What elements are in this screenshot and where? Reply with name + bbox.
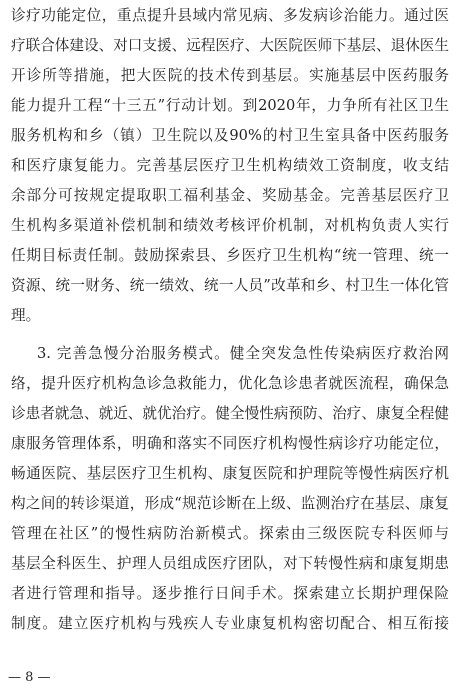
text-line: 开诊所等措施，把大医院的技术传到基层。实施基层中医药服务 — [11, 67, 449, 84]
text-line: 康服务管理体系，明确和落实不同医疗机构慢性病诊疗功能定位， — [11, 435, 449, 452]
text-line: 诊患者就急、就近、就优治疗。健全慢性病预防、治疗、康复全程健 — [11, 405, 449, 422]
text-line: 疗联合体建设、对口支援、远程医疗、大医院医师下基层、退休医生 — [11, 37, 449, 54]
text-line: 资源、统一财务、统一绩效、统一人员”改革和乡、村卫生一体化管 — [11, 277, 449, 294]
text-line: 生机构多渠道补偿机制和绩效考核评价机制，对机构负责人实行 — [11, 217, 449, 234]
text-line: 和医疗康复能力。完善基层医疗卫生机构绩效工资制度，收支结 — [11, 157, 449, 174]
paragraph-first-line: 3. 完善急慢分治服务模式。健全突发急性传染病医疗救治网 — [37, 345, 449, 362]
text-line: 制度。建立医疗机构与残疾人专业康复机构密切配合、相互衔接 — [11, 615, 449, 632]
text-line: 能力提升工程“十三五”行动计划。到2020年，力争所有社区卫生 — [11, 97, 449, 114]
text-line: 诊疗功能定位，重点提升县域内常见病、多发病诊治能力。通过医 — [11, 7, 449, 24]
text-line: 络，提升医疗机构急诊急救能力，优化急诊患者就医流程，确保急 — [11, 375, 449, 392]
text-line: 余部分可按规定提取职工福利基金、奖励基金。完善基层医疗卫 — [11, 187, 449, 204]
text-line: 者进行管理和指导。逐步推行日间手术。探索建立长期护理保险 — [11, 585, 449, 602]
text-line: 构之间的转诊渠道，形成“规范诊断在上级、监测治疗在基层、康复 — [11, 495, 449, 512]
text-line: 畅通医院、基层医疗卫生机构、康复医院和护理院等慢性病医疗机 — [11, 465, 449, 482]
page-number: — 8 — — [8, 670, 51, 685]
text-line: 基层全科医生、护理人员组成医疗团队，对下转慢性病和康复期患 — [11, 555, 449, 572]
text-line: 任期目标责任制。鼓励探索县、乡医疗卫生机构“统一管理、统一 — [11, 247, 449, 264]
text-line: 理。 — [11, 307, 41, 324]
text-line: 管理在社区”的慢性病防治新模式。探索由三级医院专科医师与 — [11, 525, 449, 542]
text-line: 服务机构和乡（镇）卫生院以及90%的村卫生室具备中医药服务 — [11, 127, 449, 144]
